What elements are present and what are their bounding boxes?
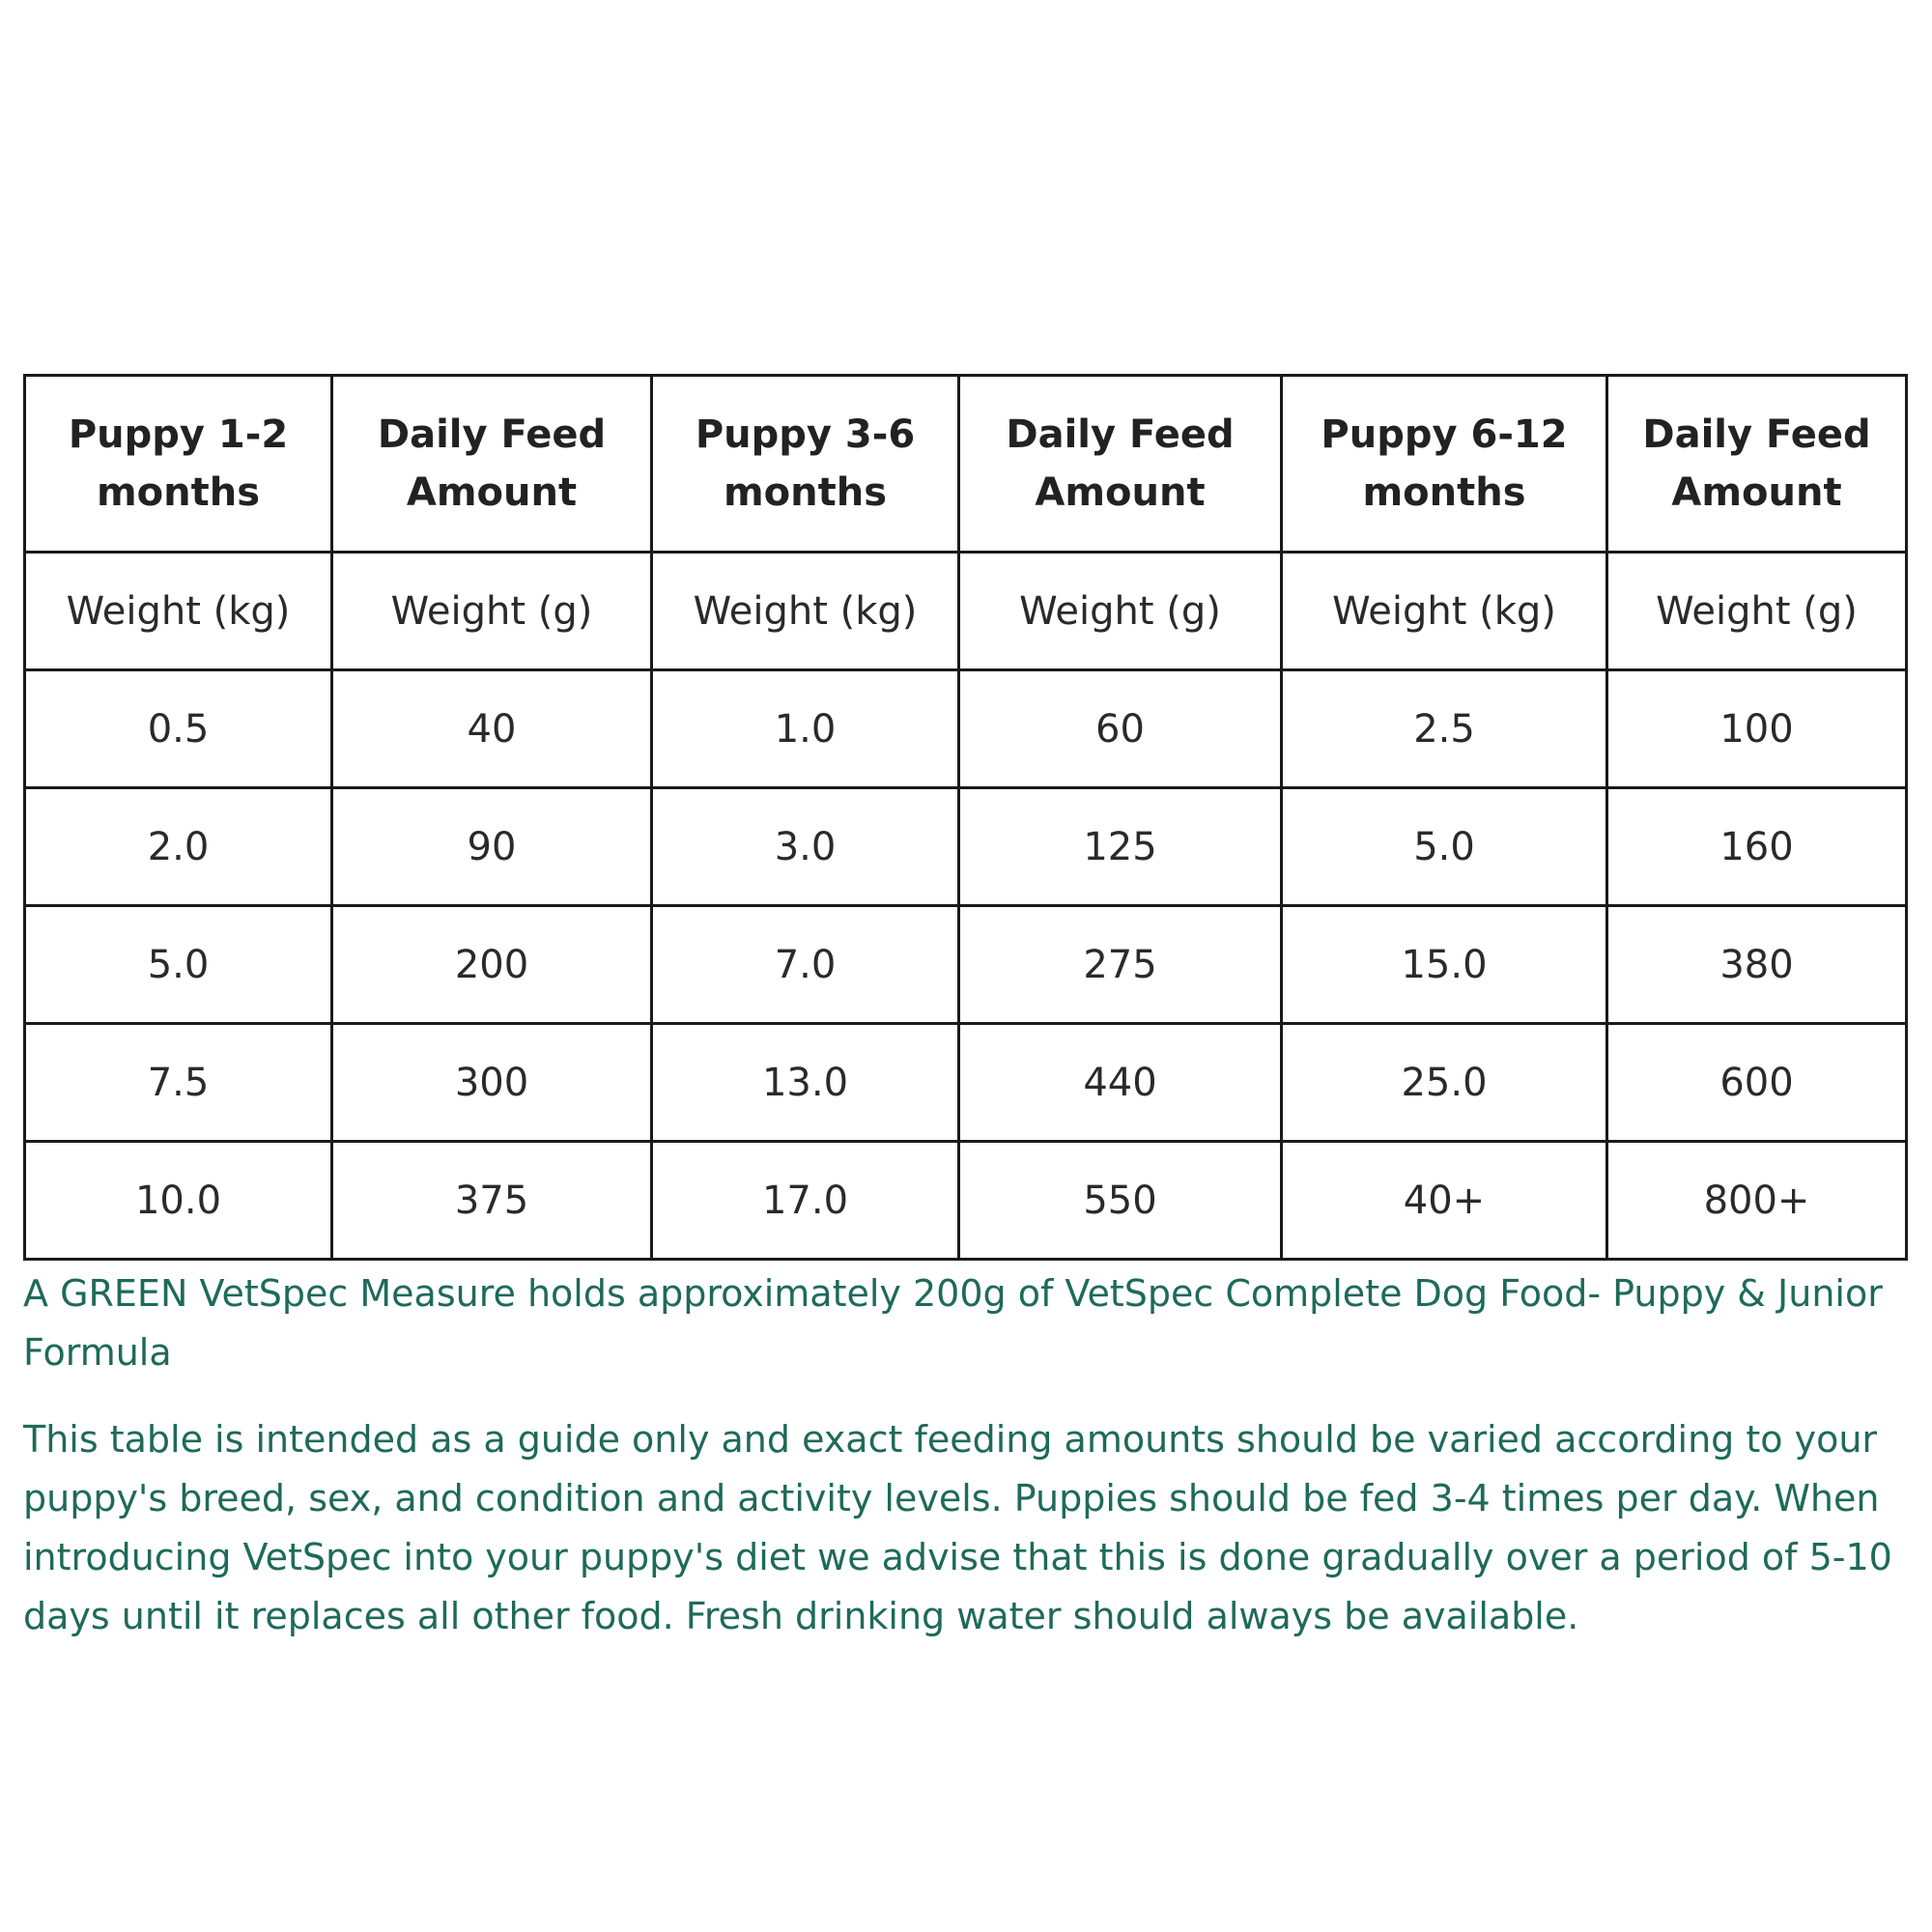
table-cell: 13.0 — [652, 1024, 959, 1142]
table-cell: 600 — [1607, 1024, 1907, 1142]
feeding-guide-note: This table is intended as a guide only and exact feeding amounts should be varied according to your puppy's breed, sex, and condition and activity levels. Puppies should be fed 3-4 times per day. When introducing VetSpec into your puppy's diet we advise that this is done gradually over a period of 5-10 days until it replaces all other food. Fresh drinking water should always be available. — [23, 1418, 1892, 1637]
feeding-guide-table — [23, 374, 1908, 1261]
table-cell: 5.0 — [25, 906, 332, 1024]
table-cell: 10.0 — [25, 1142, 332, 1260]
table-cell: 440 — [959, 1024, 1282, 1142]
table-cell: 5.0 — [1282, 788, 1607, 906]
table-cell: 60 — [959, 670, 1282, 788]
table-cell: 3.0 — [652, 788, 959, 906]
header-puppy-1-2-months: Puppy 1-2 months — [25, 376, 332, 553]
header-daily-feed-amount: Daily Feed Amount — [332, 376, 652, 553]
header-daily-feed-amount: Daily Feed Amount — [1607, 376, 1907, 553]
unit-cell: Weight (g) — [332, 553, 652, 670]
table-cell: 800+ — [1607, 1142, 1907, 1260]
table-cell: 15.0 — [1282, 906, 1607, 1024]
table-header-row — [25, 376, 1907, 553]
unit-cell: Weight (kg) — [25, 553, 332, 670]
table-cell: 7.5 — [25, 1024, 332, 1142]
table-cell: 0.5 — [25, 670, 332, 788]
table-cell: 40 — [332, 670, 652, 788]
table-cell: 380 — [1607, 906, 1907, 1024]
header-puppy-6-12-months: Puppy 6-12 months — [1282, 376, 1607, 553]
unit-cell: Weight (kg) — [652, 553, 959, 670]
table-cell: 550 — [959, 1142, 1282, 1260]
table-row — [25, 906, 1907, 1024]
table-row — [25, 670, 1907, 788]
table-cell: 90 — [332, 788, 652, 906]
table-cell: 125 — [959, 788, 1282, 906]
table-cell: 375 — [332, 1142, 652, 1260]
table-cell: 25.0 — [1282, 1024, 1607, 1142]
unit-cell: Weight (g) — [1607, 553, 1907, 670]
table-cell: 300 — [332, 1024, 652, 1142]
table-cell: 160 — [1607, 788, 1907, 906]
table-cell: 2.5 — [1282, 670, 1607, 788]
measure-note: A GREEN VetSpec Measure holds approximately 200g of VetSpec Complete Dog Food- Puppy & Junior Formula — [23, 1272, 1883, 1374]
table-cell: 7.0 — [652, 906, 959, 1024]
table-cell: 2.0 — [25, 788, 332, 906]
table-cell: 1.0 — [652, 670, 959, 788]
table-cell: 40+ — [1282, 1142, 1607, 1260]
table-cell: 275 — [959, 906, 1282, 1024]
table-units-row — [25, 553, 1907, 670]
unit-cell: Weight (kg) — [1282, 553, 1607, 670]
table-row — [25, 1024, 1907, 1142]
unit-cell: Weight (g) — [959, 553, 1282, 670]
table-cell: 100 — [1607, 670, 1907, 788]
table-cell: 200 — [332, 906, 652, 1024]
header-puppy-3-6-months: Puppy 3-6 months — [652, 376, 959, 553]
header-daily-feed-amount: Daily Feed Amount — [959, 376, 1282, 553]
table-row — [25, 788, 1907, 906]
table-cell: 17.0 — [652, 1142, 959, 1260]
table-row — [25, 1142, 1907, 1260]
